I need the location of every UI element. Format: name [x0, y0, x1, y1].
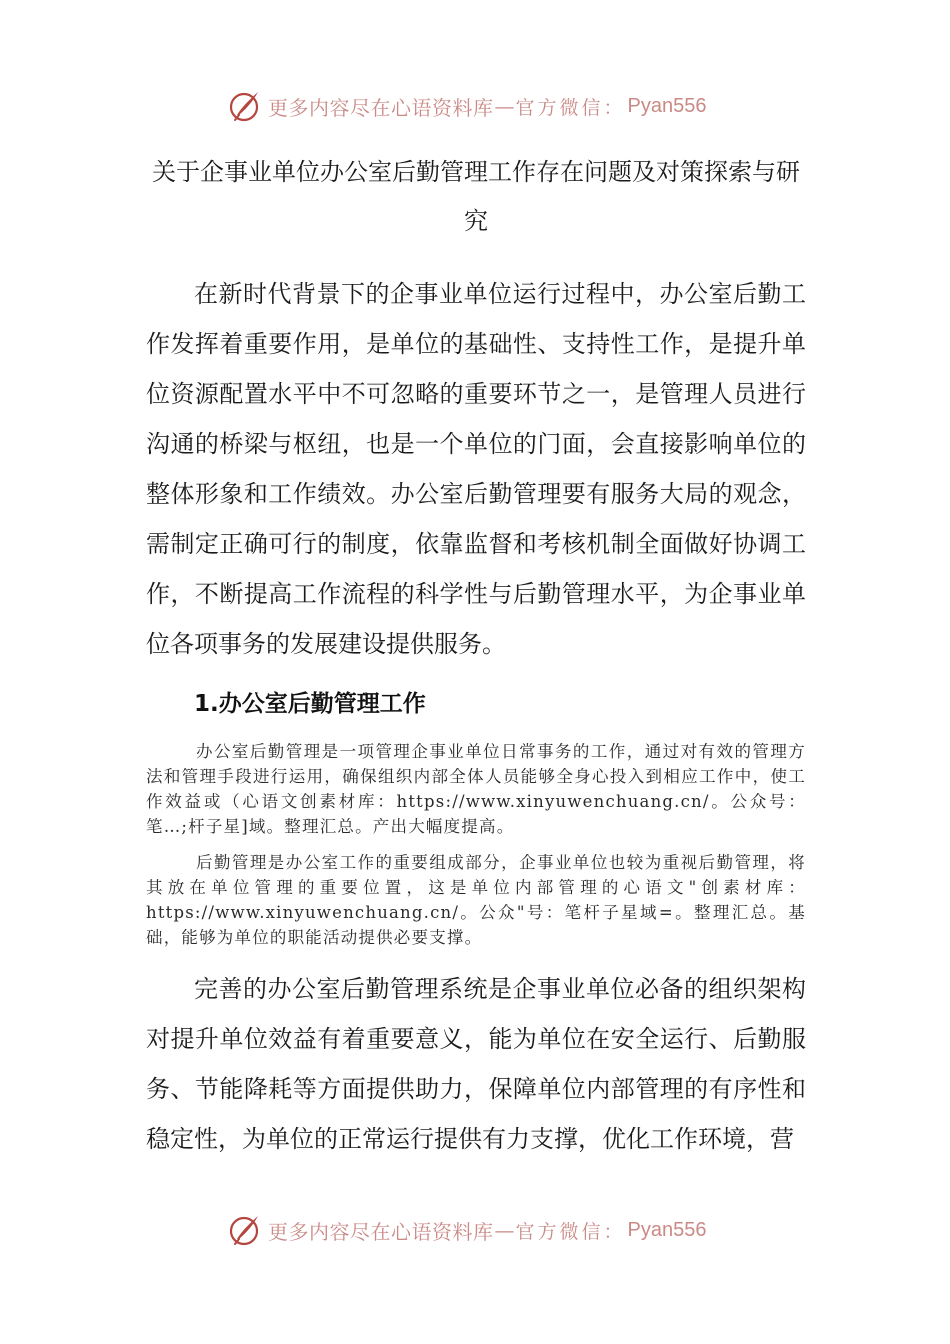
watermark-dash: —	[494, 94, 515, 118]
watermark-wechat-id-bottom: Pyan556	[627, 1218, 707, 1241]
watermark-main-text: 更多内容尽在心语资料库	[268, 95, 494, 120]
paragraph-4: 完善的办公室后勤管理系统是企事业单位必备的组织架构对提升单位效益有着重要意义，能为单位在安全运行、后勤服务、节能降耗等方面提供助力，保障单位内部管理的有序性和稳定性，为单位的正常运行提供有力支撑，优化工作环境，营	[146, 975, 806, 1153]
document-title: 关于企事业单位办公室后勤管理工作存在问题及对策探索与研究	[152, 158, 800, 235]
paragraph-1: 在新时代背景下的企事业单位运行过程中，办公室后勤工作发挥着重要作用，是单位的基础性、支持性工作，是提升单位资源配置水平中不可忽略的重要环节之一，是管理人员进行沟通的桥梁与枢纽，也是一个单位的门面，会直接影响单位的整体形象和工作绩效。办公室后勤管理要有服务大局的观念，需制定正确可行的制度，依靠监督和考核机制全面做好协调工作，不断提高工作流程的科学性与后勤管理水平，为企事业单位各项事务的发展建设提供服务。	[146, 280, 806, 658]
watermark-main-text-bottom: 更多内容尽在心语资料库	[268, 1219, 494, 1244]
watermark-wechat-id: Pyan556	[627, 94, 707, 117]
watermark-dash-bottom: —	[494, 1218, 515, 1242]
paragraph-3: 后勤管理是办公室工作的重要组成部分，企事业单位也较为重视后勤管理，将其放在单位管理的重要位置，这是单位内部管理的心语文"创素材库：https://www.xinyuwenchuang.cn/。公众"号：笔杆子星域=。整理汇总。基础，能够为单位的职能活动提供必要支撑。	[146, 853, 806, 947]
section-heading: 1.办公室后勤管理工作	[194, 691, 426, 717]
watermark-sub-text-bottom: 官方微信：	[515, 1220, 626, 1243]
watermark-sub-text: 官方微信：	[515, 96, 626, 119]
watermark-banner-top	[228, 86, 706, 126]
watermark-banner-bottom	[228, 1210, 706, 1250]
quill-pen-logo-icon	[228, 89, 262, 123]
paragraph-2: 办公室后勤管理是一项管理企事业单位日常事务的工作，通过对有效的管理方法和管理手段进行运用，确保组织内部全体人员能够全身心投入到相应工作中，使工作效益或（心语文创素材库：https://www.xinyuwenchuang.cn/。公众号：笔…;杆子星]域。整理汇总。产出大幅度提高。	[146, 742, 806, 836]
quill-pen-logo-icon	[228, 1213, 262, 1247]
